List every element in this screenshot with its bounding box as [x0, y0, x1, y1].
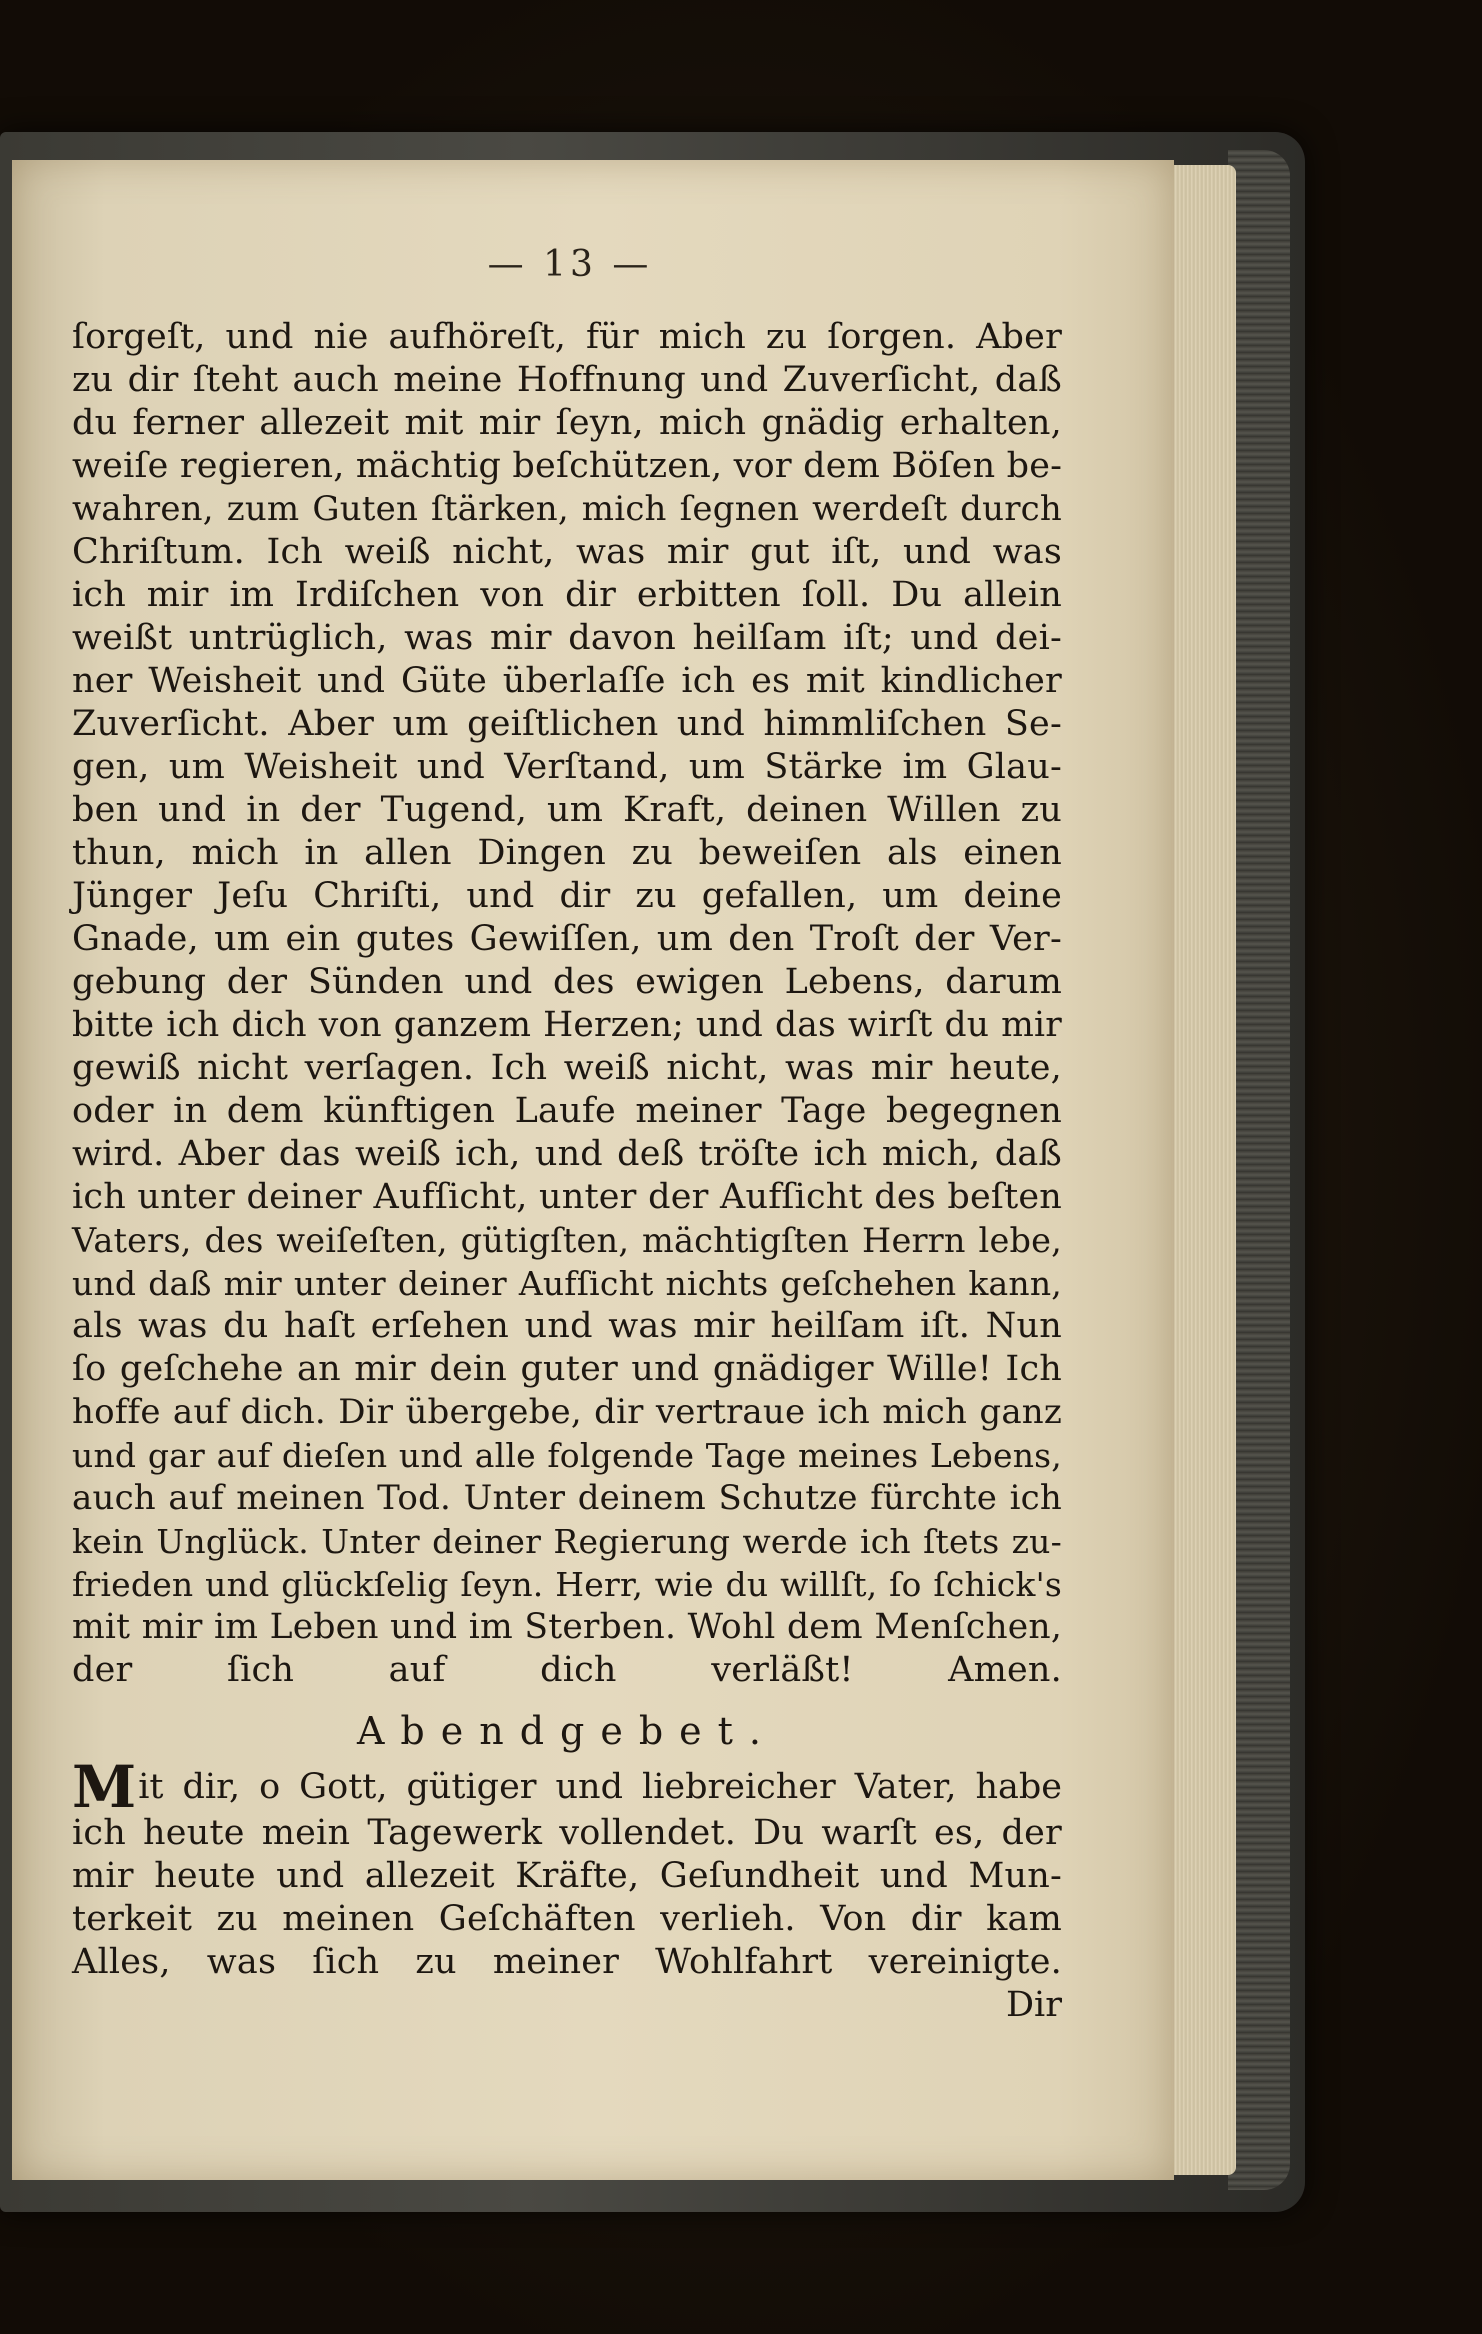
paragraph-1-line: als was du haſt erſehen und was mir heilſam iſt. Nun: [72, 1306, 1062, 1346]
paragraph-1: [72, 316, 1062, 1692]
paragraph-1-line: ſo geſchehe an mir dein guter und gnädiger Wille! Ich: [72, 1349, 1062, 1389]
paragraph-1-line: Chriſtum. Ich weiß nicht, was mir gut iſt, und was: [72, 532, 1062, 572]
paragraph-2-line: terkeit zu meinen Geſchäften verlieh. Von dir kam: [72, 1899, 1062, 1939]
paragraph-1-line: und daß mir unter deiner Aufſicht nichts geſchehen kann,: [72, 1264, 1062, 1303]
paragraph-1-line: ich unter deiner Aufſicht, unter der Aufſicht des beſten: [72, 1177, 1062, 1217]
paragraph-1-line: weißt untrüglich, was mir davon heilſam iſt; und dei-: [72, 618, 1062, 658]
page-number: — 13 —: [487, 244, 653, 285]
paragraph-2-line: Alles, was ſich zu meiner Wohlfahrt vereinigte.: [72, 1942, 1062, 1982]
paragraph-1-line: gebung der Sünden und des ewigen Lebens, darum: [72, 962, 1062, 1002]
paragraph-1-line: Zuverſicht. Aber um geiſtlichen und himmliſchen Se-: [72, 704, 1062, 744]
paragraph-1-line: wahren, zum Guten ſtärken, mich ſegnen werdeſt durch: [72, 489, 1062, 529]
catchword: Dir: [1006, 1985, 1062, 2025]
drop-cap: M: [72, 1753, 137, 1821]
paragraph-2-first-line: [72, 1753, 1062, 1821]
paragraph-1-line: wird. Aber das weiß ich, und deß tröſte ich mich, daß: [72, 1134, 1062, 1174]
paragraph-1-line: thun, mich in allen Dingen zu beweiſen als einen: [72, 833, 1062, 873]
paragraph-1-line: zu dir ſteht auch meine Hoffnung und Zuverſicht, daß: [72, 360, 1062, 400]
paragraph-1-line: du ferner allezeit mit mir ſeyn, mich gnädig erhalten,: [72, 403, 1062, 443]
paragraph-1-line: frieden und glückſelig ſeyn. Herr, wie du willſt, ſo ſchick's: [72, 1565, 1062, 1604]
paragraph-1-line: gen, um Weisheit und Verſtand, um Stärke im Glau-: [72, 747, 1062, 787]
paragraph-1-line: Jünger Jeſu Chriſti, und dir zu gefallen, um deine: [72, 876, 1062, 916]
paragraph-1-line: ſorgeſt, und nie aufhöreſt, für mich zu ſorgen. Aber: [72, 317, 1062, 357]
paragraph-1-line: Gnade, um ein gutes Gewiſſen, um den Troſt der Ver-: [72, 919, 1062, 959]
paragraph-1-line: auch auf meinen Tod. Unter deinem Schutze fürchte ich: [72, 1478, 1062, 1518]
paragraph-1-line: mit mir im Leben und im Sterben. Wohl dem Menſchen,: [72, 1607, 1062, 1647]
paragraph-1-line: kein Unglück. Unter deiner Regierung werde ich ſtets zu-: [72, 1522, 1062, 1561]
paragraph-1-line: und gar auf dieſen und alle folgende Tage meines Lebens,: [72, 1436, 1062, 1475]
paragraph-1-line: weiſe regieren, mächtig beſchützen, vor dem Böſen be-: [72, 446, 1063, 486]
paragraph-1-line: gewiß nicht verſagen. Ich weiß nicht, was mir heute,: [72, 1048, 1062, 1088]
paragraph-1-line: ner Weisheit und Güte überlaſſe ich es mit kindlicher: [72, 661, 1062, 701]
page-text: [72, 316, 1062, 2027]
paragraph-2: [72, 1812, 1062, 1984]
paragraph-1-line: hoffe auf dich. Dir übergebe, dir vertraue ich mich ganz: [72, 1392, 1062, 1432]
paragraph-1-line: Vaters, des weiſeſten, gütigſten, mächtigſten Herrn lebe,: [72, 1221, 1062, 1260]
paragraph-1-line: ich mir im Irdiſchen von dir erbitten ſoll. Du allein: [72, 575, 1062, 615]
paragraph-2-line: mir heute und allezeit Kräfte, Geſundheit und Mun-: [72, 1856, 1062, 1896]
section-heading: Abendgebet.: [356, 1709, 778, 1753]
paragraph-1-line: der ſich auf dich verläßt! Amen.: [72, 1650, 1062, 1690]
book-cover-edge: [1228, 150, 1290, 2190]
paragraph-2-line: ich heute mein Tagewerk vollendet. Du warſt es, der: [72, 1813, 1062, 1853]
paragraph-2-first-line-text: it dir, o Gott, gütiger und liebreicher Vater, habe: [138, 1767, 1062, 1807]
paragraph-1-line: bitte ich dich von ganzem Herzen; und das wirſt du mir: [72, 1005, 1062, 1045]
paragraph-1-line: oder in dem künftigen Laufe meiner Tage begegnen: [72, 1091, 1062, 1131]
paragraph-1-line: ben und in der Tugend, um Kraft, deinen Willen zu: [72, 790, 1062, 830]
